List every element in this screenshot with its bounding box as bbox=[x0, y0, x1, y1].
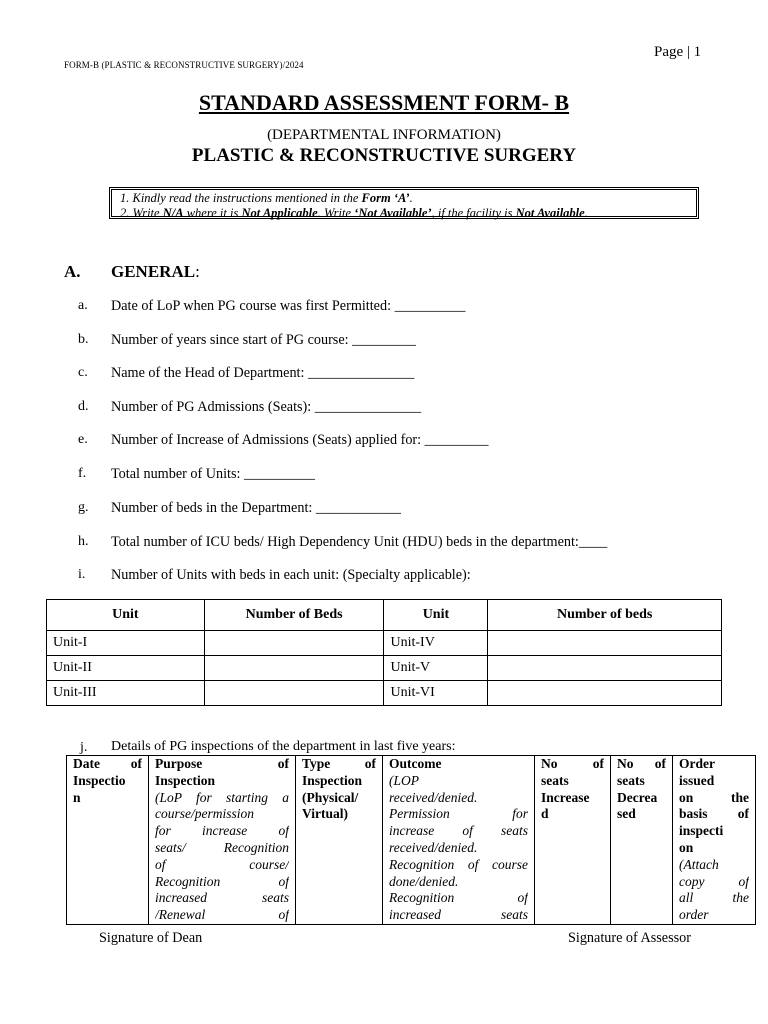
inspection-type-header bbox=[296, 756, 383, 925]
instruction-1: 1. Kindly read the instructions mentioned in the Form ‘A’. bbox=[120, 191, 413, 205]
question-letter: i. bbox=[78, 567, 86, 582]
description-line: increased seats bbox=[155, 890, 289, 906]
unit-cell: Unit-IV bbox=[384, 631, 488, 656]
header-line: Date of bbox=[73, 756, 142, 771]
column-header: Number of beds bbox=[488, 600, 722, 631]
unit-cell: Unit-II bbox=[47, 656, 205, 681]
header-line: sed bbox=[617, 806, 636, 822]
description-line: Recognition of course bbox=[389, 856, 528, 872]
description-line: copy of bbox=[679, 873, 749, 889]
header-line: Decrea bbox=[617, 789, 658, 805]
header-line: No of bbox=[541, 756, 604, 771]
question-text: Date of LoP when PG course was first Permitted: __________ bbox=[111, 298, 466, 314]
table-row bbox=[47, 681, 722, 706]
seats-increased-header bbox=[535, 756, 611, 925]
beds-input-cell[interactable] bbox=[488, 681, 722, 706]
page-number: Page | 1 bbox=[654, 44, 702, 60]
description-line: Recognition of bbox=[155, 873, 289, 889]
question-text: Number of Increase of Admissions (Seats) applied for: _________ bbox=[111, 432, 489, 448]
header-line: Virtual) bbox=[302, 806, 348, 822]
header-line: issued bbox=[679, 772, 715, 788]
header-line: (Physical/ bbox=[302, 789, 359, 805]
units-table bbox=[46, 599, 722, 706]
header-line: seats bbox=[617, 772, 645, 788]
header-line: Order bbox=[679, 756, 715, 771]
description-line: received/denied. bbox=[389, 789, 478, 805]
question-letter: j. bbox=[80, 740, 88, 755]
question-text: Number of years since start of PG course: _________ bbox=[111, 332, 416, 348]
table-row bbox=[47, 631, 722, 656]
unit-cell: Unit-III bbox=[47, 681, 205, 706]
page-subtitle: (DEPARTMENTAL INFORMATION) bbox=[267, 127, 501, 143]
form-code: FORM-B (PLASTIC & RECONSTRUCTIVE SURGERY)/2024 bbox=[64, 60, 304, 70]
question-letter: g. bbox=[78, 500, 89, 515]
description-line: all the bbox=[679, 890, 749, 906]
question-letter: f. bbox=[78, 466, 87, 481]
question-letter: h. bbox=[78, 534, 89, 549]
column-header: Unit bbox=[384, 600, 488, 631]
page-title: STANDARD ASSESSMENT FORM- B bbox=[198, 90, 570, 115]
question-text: Number of Units with beds in each unit: (Specialty applicable): bbox=[111, 567, 471, 583]
description-line: course/permission bbox=[155, 806, 254, 822]
question-text: Number of beds in the Department: ____________ bbox=[111, 500, 401, 516]
instructions-box bbox=[109, 187, 699, 219]
unit-cell: Unit-I bbox=[47, 631, 205, 656]
department-title: PLASTIC & RECONSTRUCTIVE SURGERY bbox=[191, 145, 577, 166]
unit-cell: Unit-VI bbox=[384, 681, 488, 706]
description-line: for increase of bbox=[155, 823, 289, 839]
question-letter: b. bbox=[78, 332, 89, 347]
question-text: Details of PG inspections of the department in last five years: bbox=[111, 739, 456, 754]
header-line: No of bbox=[617, 756, 666, 771]
header-line: seats bbox=[541, 772, 569, 788]
header-line: Outcome bbox=[389, 756, 442, 771]
question-letter: a. bbox=[78, 298, 88, 313]
column-header: Number of Beds bbox=[204, 600, 384, 631]
header-line: Inspection bbox=[155, 772, 216, 788]
inspection-purpose-header bbox=[149, 756, 296, 925]
description-line: Recognition of bbox=[389, 890, 528, 906]
description-line: order bbox=[679, 907, 709, 923]
beds-input-cell[interactable] bbox=[204, 681, 384, 706]
beds-input-cell[interactable] bbox=[488, 656, 722, 681]
header-line: Inspectio bbox=[73, 772, 126, 788]
question-text: Total number of ICU beds/ High Dependency Unit (HDU) beds in the department:____ bbox=[111, 534, 608, 550]
column-header: Unit bbox=[47, 600, 205, 631]
beds-input-cell[interactable] bbox=[488, 631, 722, 656]
question-letter: c. bbox=[78, 365, 88, 380]
description-line: of course/ bbox=[155, 856, 289, 872]
section-letter: A. bbox=[64, 262, 81, 281]
description-line: (LOP bbox=[389, 772, 419, 788]
question-text: Name of the Head of Department: _______________ bbox=[111, 365, 415, 381]
question-letter: e. bbox=[78, 432, 88, 447]
table-header-row bbox=[47, 600, 722, 631]
header-line: Increase bbox=[541, 789, 590, 805]
question-letter: d. bbox=[78, 399, 89, 414]
seats-decreased-header bbox=[611, 756, 673, 925]
order-issued-header bbox=[673, 756, 756, 925]
description-line: increase of seats bbox=[389, 823, 528, 839]
description-line: /Renewal of bbox=[155, 907, 289, 923]
unit-cell: Unit-V bbox=[384, 656, 488, 681]
beds-input-cell[interactable] bbox=[204, 631, 384, 656]
description-line: received/denied. bbox=[389, 839, 478, 855]
inspection-date-header bbox=[67, 756, 149, 925]
signature-dean-label: Signature of Dean bbox=[99, 930, 203, 946]
description-line: (Attach bbox=[679, 856, 719, 872]
inspections-table bbox=[66, 755, 756, 925]
header-line: Type of bbox=[302, 756, 376, 771]
description-line: (LoP for starting a bbox=[155, 789, 289, 805]
description-line: increased seats bbox=[389, 907, 528, 923]
beds-input-cell[interactable] bbox=[204, 656, 384, 681]
instruction-2: 2. Write N/A where it is Not Applicable. Write ‘Not Available’, if the facility is Not Available. bbox=[120, 206, 588, 220]
question-text: Total number of Units: __________ bbox=[111, 466, 315, 482]
inspection-outcome-header bbox=[383, 756, 535, 925]
header-line: inspecti bbox=[679, 823, 724, 839]
question-text: Number of PG Admissions (Seats): _______________ bbox=[111, 399, 422, 415]
table-row bbox=[67, 756, 756, 925]
table-row bbox=[47, 656, 722, 681]
header-line: on the bbox=[679, 789, 749, 805]
description-line: Permission for bbox=[389, 806, 528, 822]
header-line: d bbox=[541, 806, 549, 822]
signature-assessor-label: Signature of Assessor bbox=[568, 930, 691, 946]
description-line: done/denied. bbox=[389, 873, 459, 889]
header-line: Inspection bbox=[302, 772, 363, 788]
header-line: basis of bbox=[679, 806, 749, 822]
header-line: n bbox=[73, 789, 81, 805]
section-title: GENERAL: bbox=[111, 262, 200, 281]
header-line: on bbox=[679, 839, 694, 855]
description-line: seats/ Recognition bbox=[155, 839, 289, 855]
header-line: Purpose of bbox=[155, 756, 289, 771]
